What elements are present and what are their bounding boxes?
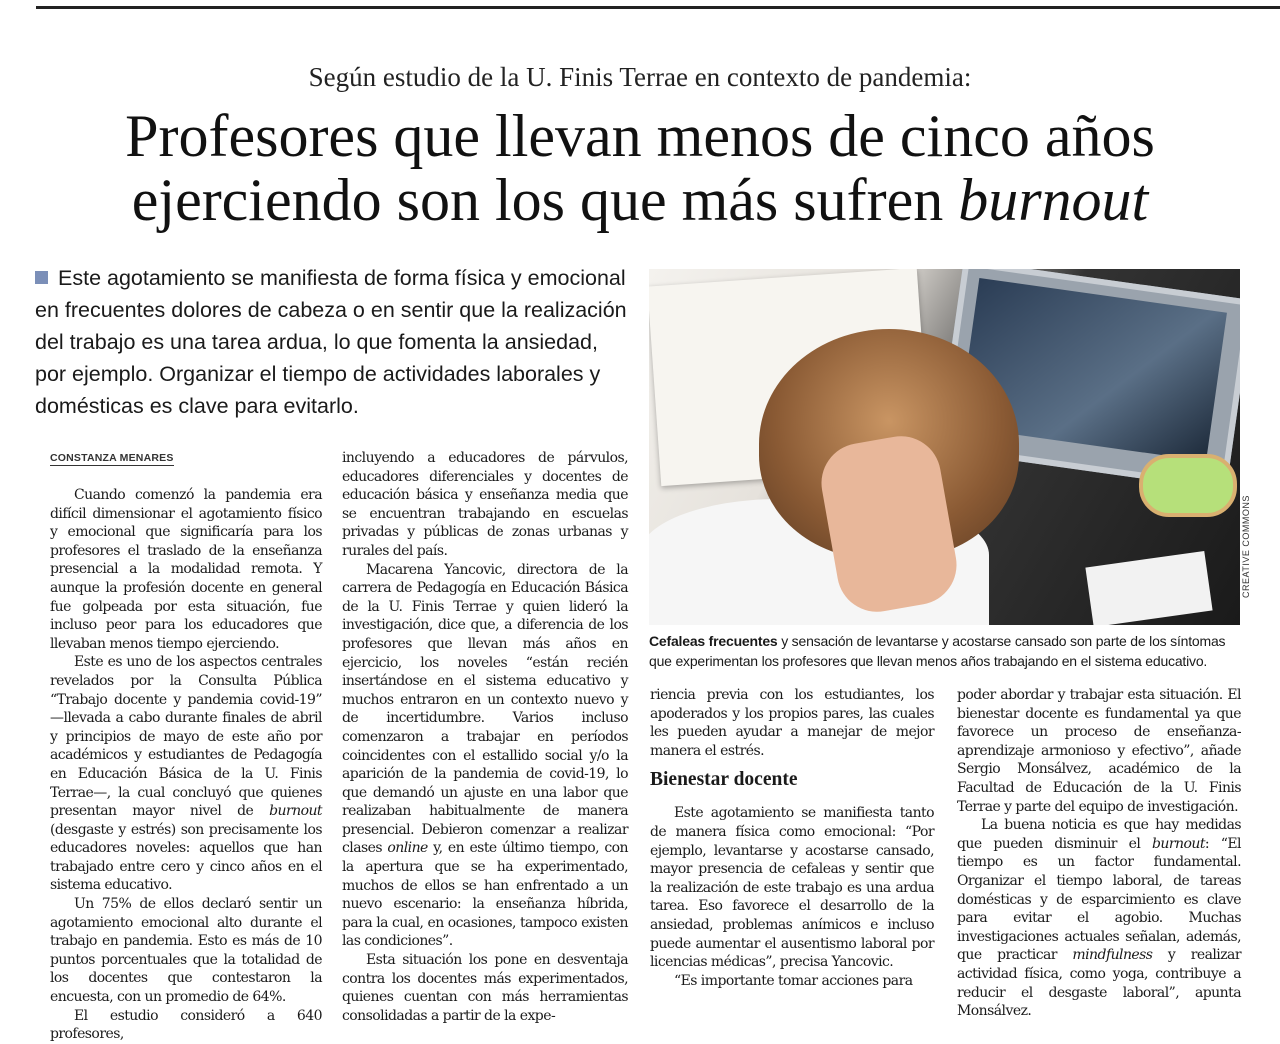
deck bbox=[35, 262, 635, 422]
headline-emphasis: burnout bbox=[958, 167, 1149, 233]
paragraph: “Es importante tomar acciones para bbox=[674, 972, 913, 989]
photo-glasses-case bbox=[1139, 454, 1237, 517]
paragraph: incluyendo a educadores de párvulos, educadores diferenciales y docentes de educación básica y enseñanza media que se encuentran trabajando en escuelas privadas y públicas de zonas urbanas y rurales del país. bbox=[342, 450, 628, 559]
top-rule bbox=[36, 6, 1280, 9]
headline bbox=[20, 104, 1260, 232]
byline: CONSTANZA MENARES bbox=[50, 452, 174, 464]
paragraph: Este agotamiento se manifiesta tanto de manera física como emocional: “Por ejemplo, levantarse y acostarse cansado, mayor presencia de cefaleas y sentir que la realización de este trabajo es una ardua tarea. Eso favorece el desarrollo de la ansiedad, problemas anímicos e incluso puede aumentar el ausentismo laboral por licencias médicas”, precisa Yancovic. bbox=[650, 805, 934, 971]
column-2 bbox=[342, 449, 628, 1025]
paragraph: Este es uno de los aspectos centrales revelados por la Consulta Pública “Trabajo docente y pandemia covid-19” —llevada a cabo durante finales de abril y principios de mayo de este año por académicos y estudiantes de Pedagogía en Educación Básica de la U. Finis Terrae—, la cual concluyó que quienes presentan mayor nivel de burnout (desgaste y estrés) son precisamente los educadores noveles: aquellos que han trabajado entre cero y cinco años en el sistema educativo. bbox=[50, 654, 322, 894]
caption-text: y sensación de levantarse y acostarse cansado son parte de los síntomas que experimentan los profesores que llevan menos años trabajando en el sistema educativo. bbox=[649, 633, 1226, 669]
column-3 bbox=[650, 686, 934, 990]
article-photo bbox=[649, 269, 1240, 625]
kicker: Según estudio de la U. Finis Terrae en contexto de pandemia: bbox=[308, 62, 972, 92]
photo-credit: CREATIVE COMMONS bbox=[1241, 495, 1251, 598]
paragraph: Un 75% de ellos declaró sentir un agotamiento emocional alto durante el trabajo en pandemia. Esto es más de 10 puntos porcentuales que la totalidad de los docentes que contestaron la encuesta, con un promedio de 64%. bbox=[50, 896, 322, 1006]
caption-lead: Cefaleas frecuentes bbox=[649, 633, 778, 649]
paragraph: riencia previa con los estudiantes, los apoderados y los propios pares, las cuales les pueden ayudar a manejar de mejor manera el estrés. bbox=[650, 687, 934, 759]
headline-line-2: ejerciendo son los que más sufren bbox=[131, 167, 959, 233]
paragraph: El estudio consideró a 640 profesores, bbox=[50, 1007, 322, 1043]
paragraph: Cuando comenzó la pandemia era difícil dimensionar el agotamiento físico y emocional que significaría para los profesores el traslado de la enseñanza presencial a la modalidad remota. Y aunque la profesión docente en general fue golpeada por esta situación, fue incluso peor para los educadores que llevaban menos tiempo ejerciendo. bbox=[50, 487, 322, 652]
paragraph: Macarena Yancovic, directora de la carrera de Pedagogía en Educación Básica de la U. Finis Terrae y quien lideró la investigación, dice que, a diferencia de los profesores que llevan más años en ejercicio, los noveles “están recién insertándose en el sistema educativo y muchos entraron en un contexto nuevo y de incertidumbre. Varios incluso comenzaron a trabajar en períodos coincidentes con el estallido social y/o la aparición de la pandemia de covid-19, lo que demandó un ajuste en una labor que realizaban habitualmente de manera presencial. Debieron comenzar a realizar clases online y, en este último tiempo, con la apertura que se ha experimentado, muchos de ellos se han enfrentado a un nuevo escenario: la enseñanza híbrida, para la cual, en ocasiones, tampoco existen las condiciones”. bbox=[342, 561, 628, 950]
section-subhead: Bienestar docente bbox=[650, 769, 798, 791]
paragraph: Esta situación los pone en desventaja contra los docentes más experimentados, quienes cuentan con más herramientas consolidadas a partir de la expe- bbox=[342, 952, 628, 1024]
paragraph: poder abordar y trabajar esta situación. El bienestar docente es fundamental ya que favorece un proceso de enseñanza-aprendizaje armonioso y efectivo”, añade Sergio Monsálvez, académico de la Facultad de Educación de la U. Finis Terrae y parte del equipo de investigación. bbox=[957, 687, 1241, 815]
photo-caption bbox=[649, 631, 1249, 671]
deck-text: Este agotamiento se manifiesta de forma física y emocional en frecuentes dolores de cabeza o en sentir que la realización del trabajo es una tarea ardua, lo que fomenta la ansiedad, por ejemplo. Organizar el tiempo de actividades laborales y domésticas es clave para evitarlo. bbox=[35, 266, 627, 418]
column-1 bbox=[50, 486, 322, 1044]
deck-square-icon bbox=[35, 271, 48, 284]
column-4 bbox=[957, 686, 1241, 1021]
paragraph: La buena noticia es que hay medidas que pueden disminuir el burnout: “El tiempo es un factor fundamental. Organizar el tiempo laboral, de tareas domésticas y de esparcimiento es clave para evitar el agobio. Muchas investigaciones actuales señalan, además, que practicar mindfulness y realizar actividad física, como yoga, contribuye a reducir el desgaste laboral”, apunta Monsálvez. bbox=[957, 817, 1241, 1020]
headline-line-1: Profesores que llevan menos de cinco años bbox=[125, 103, 1155, 169]
